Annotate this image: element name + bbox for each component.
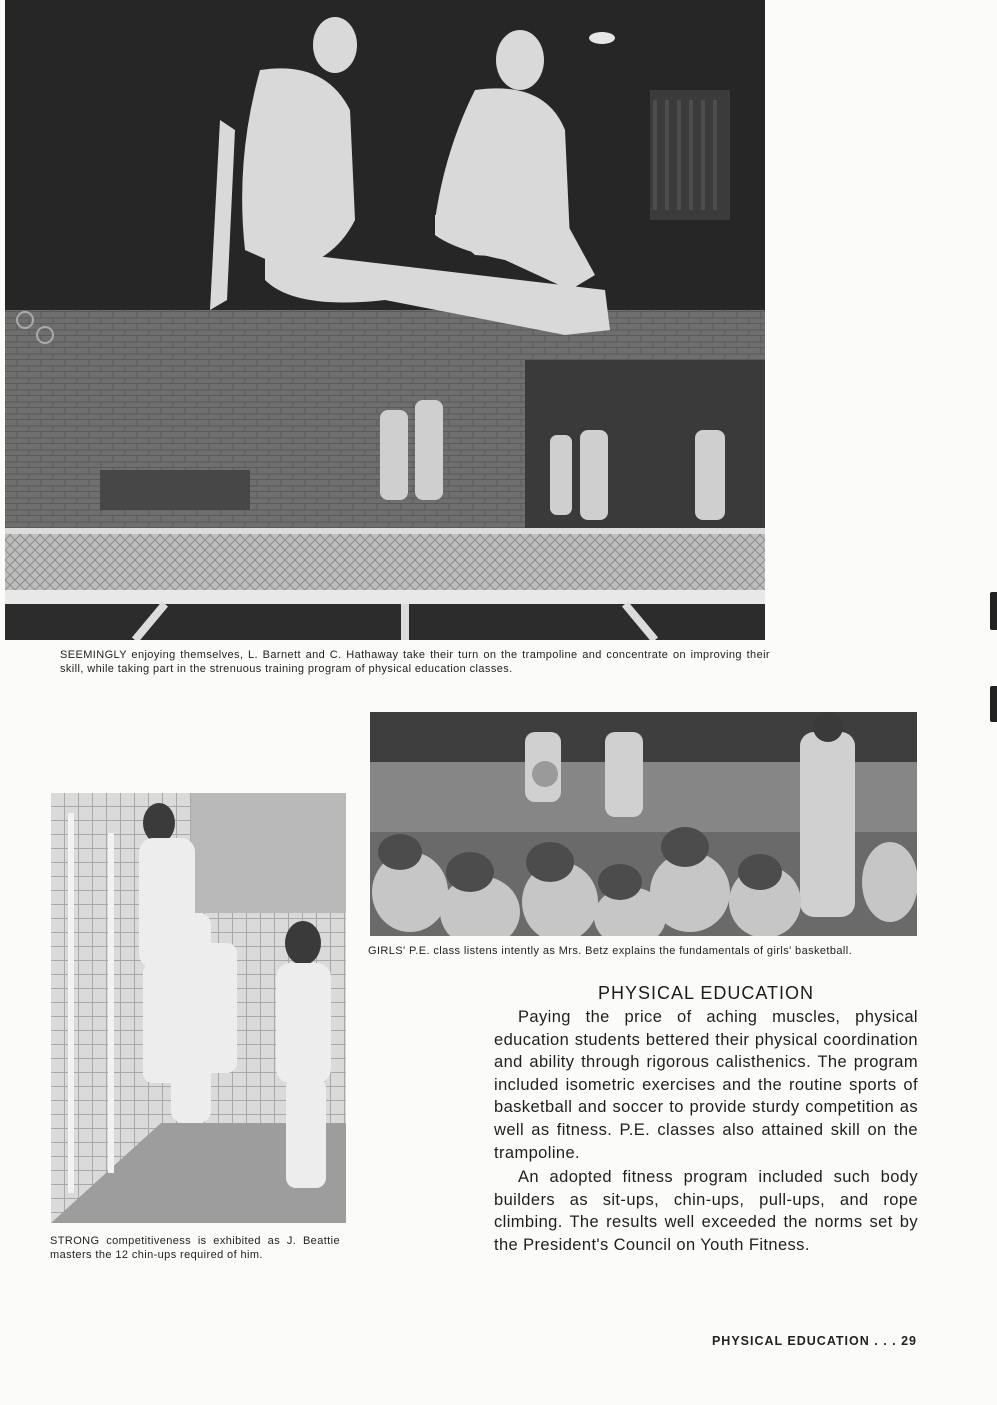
article-paragraph: Paying the price of aching muscles, physical education students bettered their physical coordination and ability through rigorous calisthenics. The program included isometric exercises and the routine sports of basketball and soccer to provide sturdy competition as well as fitness. P.E. classes also attained skill on the trampoline. [494, 1008, 918, 1162]
trampoline-photo [5, 0, 765, 640]
trampoline-photo-caption: SEEMINGLY enjoying themselves, L. Barnett and C. Hathaway take their turn on the trampoline and concentrate on improving their skill, while taking part in the strenuous training program of physical education classes. [60, 649, 770, 675]
article-heading: PHYSICAL EDUCATION [597, 983, 815, 1003]
basketball-class-photo-caption: GIRLS' P.E. class listens intently as Mrs. Betz explains the fundamentals of girls' basketball. [368, 945, 853, 957]
basketball-class-photo [370, 712, 917, 936]
page-edge-mark [990, 686, 997, 722]
article-body [494, 1006, 918, 1257]
page-footer: PHYSICAL EDUCATION . . . 29 [711, 1334, 917, 1348]
page-edge-mark [990, 592, 997, 630]
article-paragraph: An adopted fitness program included such body builders as sit-ups, chin-ups, pull-ups, and rope climbing. The results well exceeded the norms set by the President's Council on Youth Fitness. [494, 1168, 918, 1254]
chin-ups-photo [51, 793, 346, 1223]
chin-ups-photo-caption: STRONG competitiveness is exhibited as J. Beattie masters the 12 chin-ups required of him. [50, 1235, 340, 1261]
